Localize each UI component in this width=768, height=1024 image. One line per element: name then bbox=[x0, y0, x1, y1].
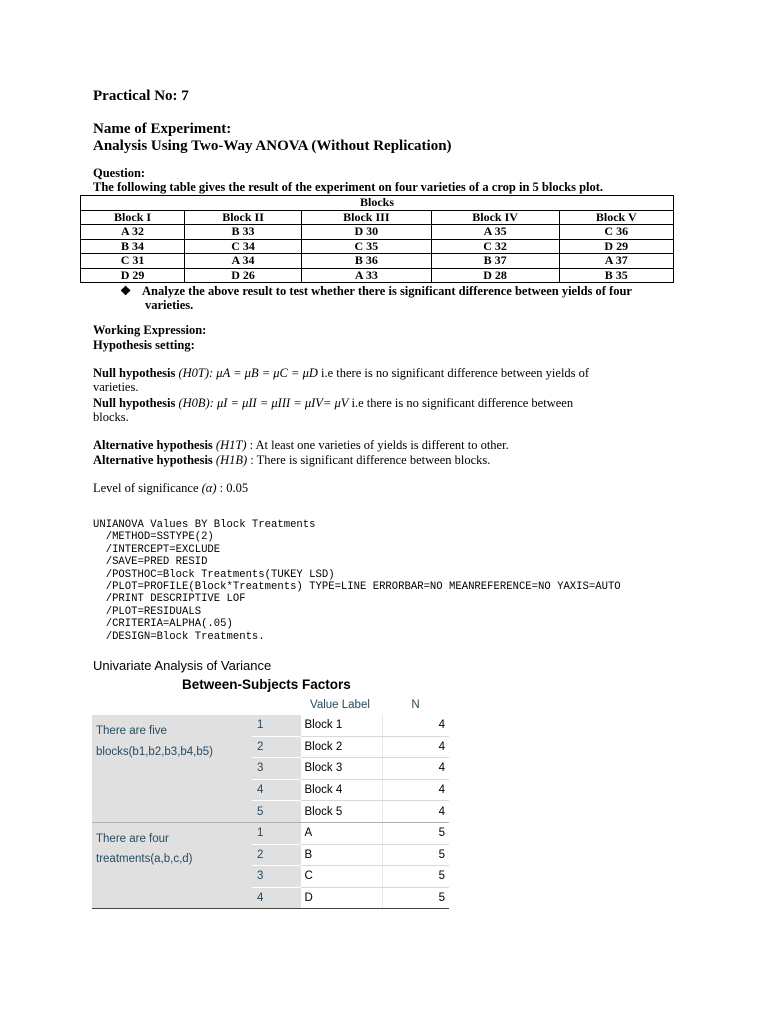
value-label: D bbox=[300, 887, 382, 909]
table-cell: D 28 bbox=[431, 268, 559, 283]
alt-t-symbol: (H1T) bbox=[215, 438, 247, 452]
factor-code: 4 bbox=[252, 887, 300, 909]
table-row bbox=[81, 225, 674, 240]
n-value: 5 bbox=[382, 887, 449, 909]
n-value: 4 bbox=[382, 801, 449, 823]
table-cell: A 35 bbox=[431, 225, 559, 240]
alt-t-text: : At least one varieties of yields is different to other. bbox=[246, 438, 509, 452]
spss-syntax-block bbox=[93, 519, 621, 643]
value-label: Block 5 bbox=[300, 801, 382, 823]
syntax-line: /METHOD=SSTYPE(2) bbox=[93, 531, 214, 544]
factor-group-treatments bbox=[92, 822, 252, 908]
null-label: Null hypothesis bbox=[93, 366, 176, 380]
task-bullet bbox=[120, 284, 660, 312]
n-value: 4 bbox=[382, 779, 449, 801]
factor-group-blocks bbox=[92, 715, 252, 822]
table-cell: A 34 bbox=[185, 254, 302, 269]
factor-code: 1 bbox=[252, 822, 300, 844]
n-value: 4 bbox=[382, 736, 449, 758]
alt-label: Alternative hypothesis bbox=[93, 453, 213, 467]
table-cell: C 32 bbox=[431, 239, 559, 254]
table-cell: B 34 bbox=[81, 239, 185, 254]
diamond-bullet-icon: ❖ bbox=[120, 284, 132, 298]
group-label-line2: blocks(b1,b2,b3,b4,b5) bbox=[96, 745, 213, 758]
value-label: Block 2 bbox=[300, 736, 382, 758]
table-cell: B 35 bbox=[559, 268, 673, 283]
blocks-data-table bbox=[80, 195, 674, 283]
null-b-symbol: (H0B) bbox=[178, 396, 210, 410]
table-row bbox=[81, 268, 674, 283]
question-text: The following table gives the result of the experiment on four varieties of a crop in 5 blocks plot. bbox=[93, 180, 604, 194]
null-t-symbol: (H0T) bbox=[178, 366, 210, 380]
factor-code: 3 bbox=[252, 758, 300, 780]
table-cell: B 33 bbox=[185, 225, 302, 240]
table-cell: C 35 bbox=[301, 239, 431, 254]
table-cell: A 33 bbox=[301, 268, 431, 283]
syntax-line: /POSTHOC=Block Treatments(TUKEY LSD) bbox=[93, 568, 335, 581]
table-cell: D 29 bbox=[559, 239, 673, 254]
alpha-symbol: (α) bbox=[201, 481, 217, 495]
null-hypothesis-treatments bbox=[93, 366, 653, 394]
value-label: Block 4 bbox=[300, 779, 382, 801]
table-cell: D 29 bbox=[81, 268, 185, 283]
table-row bbox=[81, 239, 674, 254]
null-t-equation: : μA = μB = μC = μD bbox=[209, 366, 318, 380]
syntax-line: /INTERCEPT=EXCLUDE bbox=[93, 543, 221, 556]
column-header: Block I bbox=[81, 210, 185, 225]
factor-code: 2 bbox=[252, 736, 300, 758]
alpha-label: Level of significance bbox=[93, 481, 199, 495]
table-row bbox=[81, 254, 674, 269]
null-label: Null hypothesis bbox=[93, 396, 176, 410]
blocks-table-title: Blocks bbox=[81, 196, 674, 211]
null-t-text: i.e there is no significant difference between yields of bbox=[317, 366, 590, 380]
null-b-text-cont: blocks. bbox=[93, 410, 129, 424]
value-label-header: Value Label bbox=[300, 694, 382, 715]
working-expression-label: Working Expression: bbox=[93, 323, 207, 337]
table-cell: C 36 bbox=[559, 225, 673, 240]
table-row bbox=[92, 715, 449, 736]
experiment-title: Analysis Using Two-Way ANOVA (Without Replication) bbox=[93, 138, 452, 154]
null-b-equation: : μI = μII = μIII = μIV= μV bbox=[209, 396, 349, 410]
syntax-line: /PRINT DESCRIPTIVE LOF bbox=[93, 593, 246, 606]
syntax-line: /PLOT=RESIDUALS bbox=[93, 605, 202, 618]
n-header: N bbox=[382, 694, 449, 715]
alternative-hypothesis-blocks bbox=[93, 453, 653, 467]
alternative-hypothesis-treatments bbox=[93, 438, 653, 452]
null-b-text: i.e there is no significant difference between bbox=[348, 396, 574, 410]
value-label: C bbox=[300, 866, 382, 888]
header-spacer bbox=[252, 694, 300, 715]
univariate-section-title: Univariate Analysis of Variance bbox=[93, 658, 272, 673]
syntax-line: UNIANOVA Values BY Block Treatments bbox=[93, 519, 316, 531]
value-label: Block 1 bbox=[300, 715, 382, 736]
syntax-line: /CRITERIA=ALPHA(.05) bbox=[93, 618, 233, 631]
n-value: 5 bbox=[382, 822, 449, 844]
table-cell: B 37 bbox=[431, 254, 559, 269]
table-cell: A 32 bbox=[81, 225, 185, 240]
value-label: Block 3 bbox=[300, 758, 382, 780]
n-value: 5 bbox=[382, 844, 449, 866]
syntax-line: /PLOT=PROFILE(Block*Treatments) TYPE=LINE ERRORBAR=NO MEANREFERENCE=NO YAXIS=AUTO bbox=[93, 581, 621, 594]
table-row bbox=[92, 822, 449, 844]
table-cell: A 37 bbox=[559, 254, 673, 269]
factor-code: 3 bbox=[252, 866, 300, 888]
table-cell: D 30 bbox=[301, 225, 431, 240]
alpha-value: : 0.05 bbox=[216, 481, 249, 495]
syntax-line: /DESIGN=Block Treatments. bbox=[93, 630, 265, 643]
n-value: 4 bbox=[382, 758, 449, 780]
hypothesis-setting-label: Hypothesis setting: bbox=[93, 338, 195, 352]
task-text-line2: varieties. bbox=[145, 298, 194, 312]
factor-code: 5 bbox=[252, 801, 300, 823]
column-header: Block III bbox=[301, 210, 431, 225]
n-value: 5 bbox=[382, 866, 449, 888]
column-header: Block IV bbox=[431, 210, 559, 225]
factor-code: 2 bbox=[252, 844, 300, 866]
value-label: A bbox=[300, 822, 382, 844]
column-header: Block II bbox=[185, 210, 302, 225]
question-label: Question: bbox=[93, 166, 146, 180]
value-label: B bbox=[300, 844, 382, 866]
table-cell: C 34 bbox=[185, 239, 302, 254]
factor-code: 4 bbox=[252, 779, 300, 801]
task-text-line1: Analyze the above result to test whether there is significant difference between yields of four bbox=[142, 284, 632, 298]
table-cell: D 26 bbox=[185, 268, 302, 283]
alt-label: Alternative hypothesis bbox=[93, 438, 213, 452]
experiment-label: Name of Experiment: bbox=[93, 121, 232, 137]
header-spacer bbox=[92, 694, 252, 715]
table-cell: C 31 bbox=[81, 254, 185, 269]
group-label-line2: treatments(a,b,c,d) bbox=[96, 853, 193, 866]
alt-b-symbol: (H1B) bbox=[215, 453, 248, 467]
group-label-line1: There are five bbox=[96, 725, 167, 737]
table-cell: B 36 bbox=[301, 254, 431, 269]
factor-code: 1 bbox=[252, 715, 300, 736]
null-hypothesis-blocks bbox=[93, 396, 653, 424]
group-label-line1: There are four bbox=[96, 832, 169, 845]
significance-level bbox=[93, 481, 248, 496]
column-header: Block V bbox=[559, 210, 673, 225]
syntax-line: /SAVE=PRED RESID bbox=[93, 556, 208, 569]
alt-b-text: : There is significant difference between blocks. bbox=[247, 453, 491, 467]
between-subjects-factors-table bbox=[92, 694, 449, 909]
between-subjects-table-title: Between-Subjects Factors bbox=[182, 677, 351, 692]
null-t-text-cont: varieties. bbox=[93, 380, 139, 394]
n-value: 4 bbox=[382, 715, 449, 736]
practical-number: Practical No: 7 bbox=[93, 88, 189, 104]
